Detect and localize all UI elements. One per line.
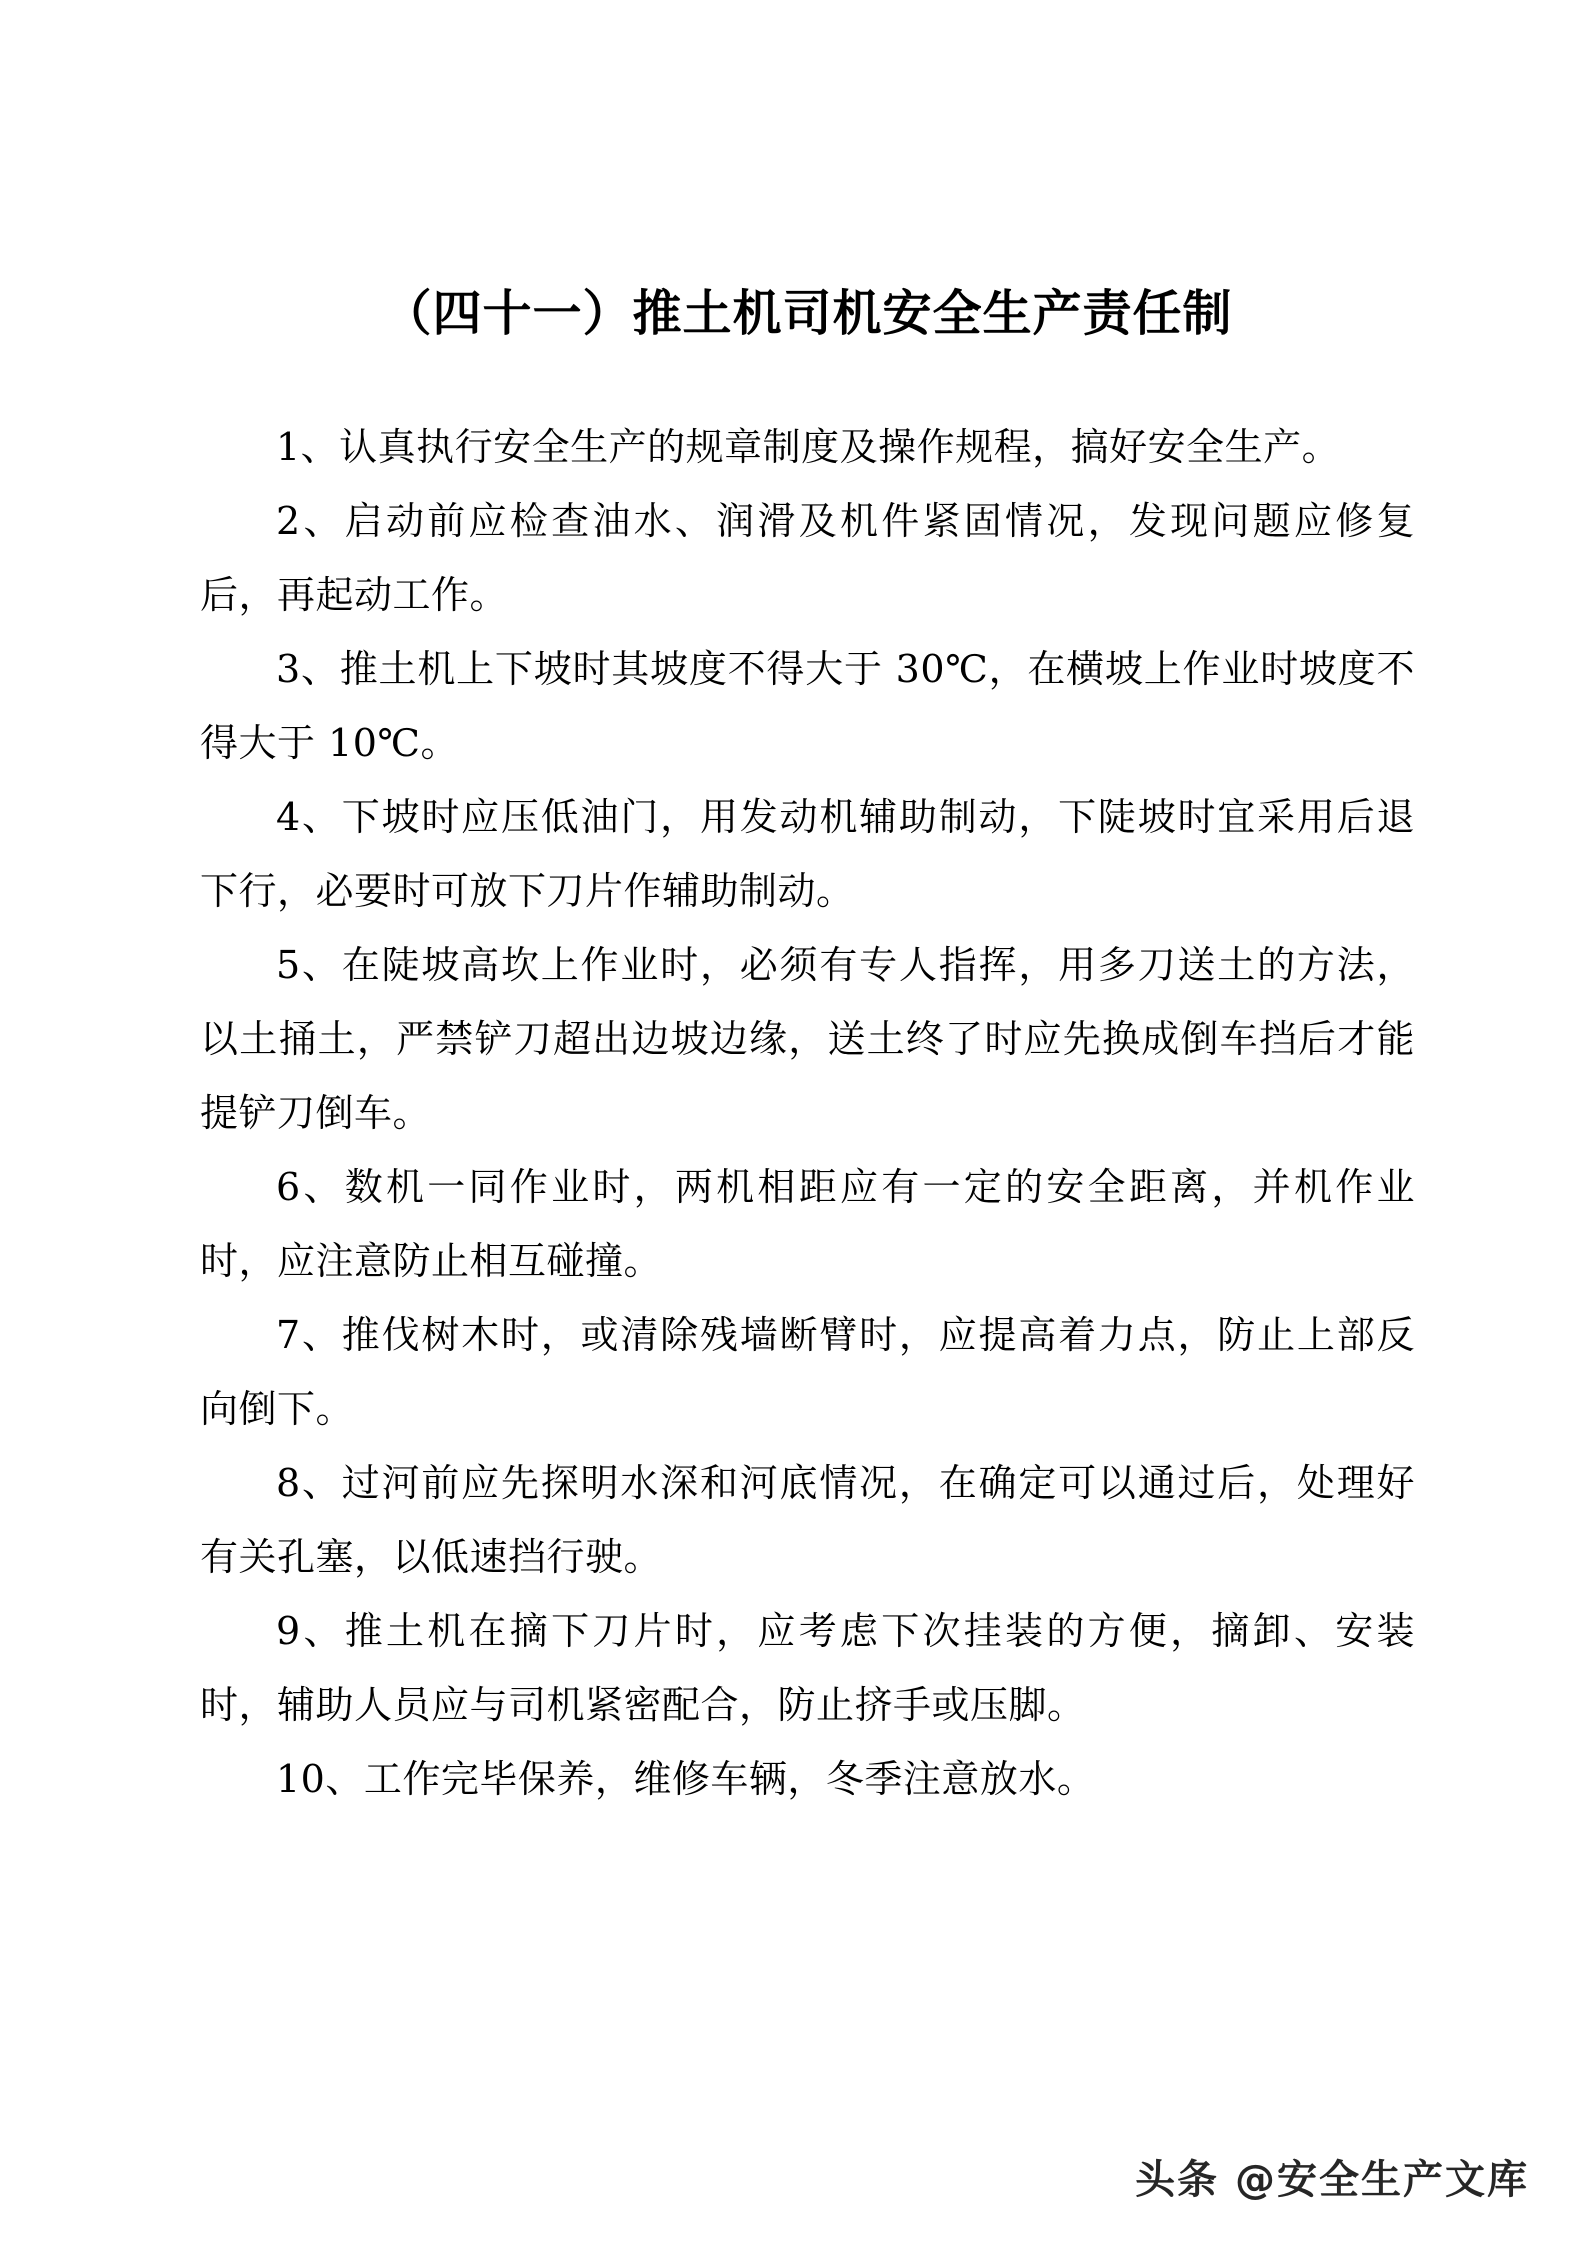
source-watermark: 头条 @安全生产文库 bbox=[1135, 2157, 1529, 2203]
clause-list bbox=[200, 410, 1415, 1816]
clause-item: 1、认真执行安全生产的规章制度及操作规程，搞好安全生产。 bbox=[276, 425, 1341, 470]
clause-item: 2、启动前应检查油水、润滑及机件紧固情况，发现问题应修复后，再起动工作。 bbox=[200, 499, 1415, 618]
page-title: （四十一）推土机司机安全生产责任制 bbox=[382, 285, 1233, 342]
clause-item: 10、工作完毕保养，维修车辆，冬季注意放水。 bbox=[276, 1757, 1096, 1802]
clause-item: 6、数机一同作业时，两机相距应有一定的安全距离，并机作业时，应注意防止相互碰撞。 bbox=[200, 1165, 1415, 1284]
clause-item: 9、推土机在摘下刀片时，应考虑下次挂装的方便，摘卸、安装时，辅助人员应与司机紧密配合，防止挤手或压脚。 bbox=[200, 1609, 1415, 1728]
clause-item: 7、推伐树木时，或清除残墙断臂时，应提高着力点，防止上部反向倒下。 bbox=[200, 1313, 1415, 1432]
clause-item: 5、在陡坡高坎上作业时，必须有专人指挥，用多刀送土的方法，以土捅土，严禁铲刀超出边坡边缘，送土终了时应先换成倒车挡后才能提铲刀倒车。 bbox=[200, 943, 1415, 1136]
clause-item: 3、推土机上下坡时其坡度不得大于 30℃，在横坡上作业时坡度不得大于 10℃。 bbox=[200, 647, 1415, 766]
document-content bbox=[200, 0, 1415, 1816]
clause-item: 8、过河前应先探明水深和河底情况，在确定可以通过后，处理好有关孔塞，以低速挡行驶。 bbox=[200, 1461, 1415, 1580]
clause-item: 4、下坡时应压低油门，用发动机辅助制动，下陡坡时宜采用后退下行，必要时可放下刀片作辅助制动。 bbox=[200, 795, 1415, 914]
